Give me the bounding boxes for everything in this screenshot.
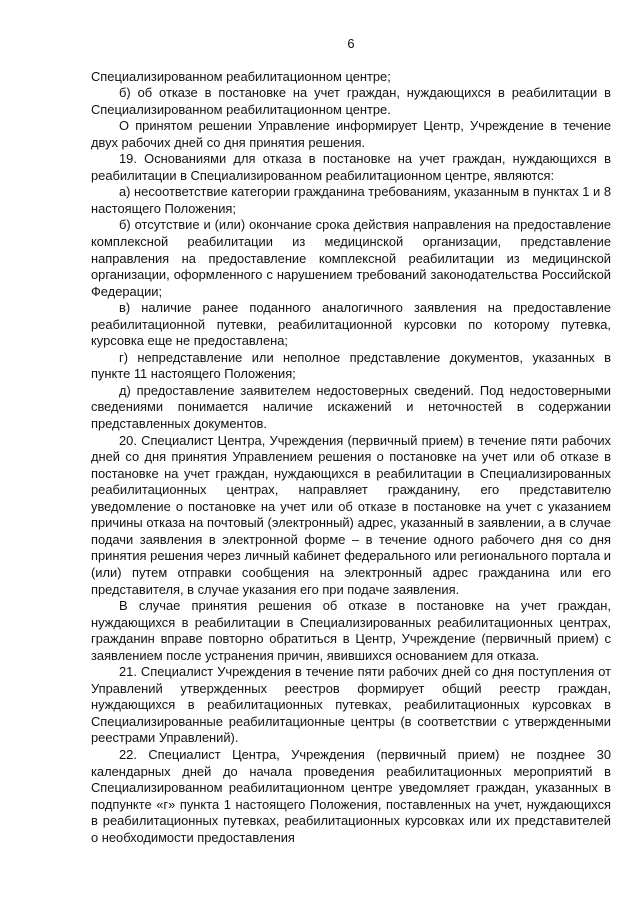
paragraph-19-g: г) непредставление или неполное представление документов, указанных в пункте 11 настоящего Положения; — [91, 349, 611, 382]
paragraph-19-b: б) отсутствие и (или) окончание срока действия направления на предоставление комплексной реабилитации из медицинской организации, представление направления на предоставление комплексной реабилитации из медицинской организации, оформленного с нарушением требований законодательства Российской Федерации; — [91, 217, 611, 299]
paragraph-19-a: а) несоответствие категории гражданина требованиям, указанным в пунктах 1 и 8 настоящего Положения; — [91, 184, 611, 216]
paragraph-continuation: Специализированном реабилитационном центре; — [91, 68, 391, 84]
paragraph-20: 20. Специалист Центра, Учреждения (первичный прием) в течение пяти рабочих дней со дня принятия Управлением решения о постановке на учет или об отказе в постановке на учет граждан, нуждающихся в реабилитации в Специализированных реабилитационных центрах, направляет гражданину, его представителю уведомление о постановке на учет или об отказе в постановке на учет с указанием причины отказа на почтовый (электронный) адрес, указанный в заявлении, а в случае подачи заявления в электронной форме – в течение одного рабочего дня со дня принятия решения через личный кабинет федерального или регионального портала и (или) путем отправки сообщения на электронный адрес гражданина или его представителя, в случае указания его при подаче заявления. — [91, 432, 611, 597]
document-page — [91, 36, 611, 846]
paragraph-item-b-refusal: б) об отказе в постановке на учет граждан, нуждающихся в реабилитации в Специализированном реабилитационном центре. — [91, 85, 611, 117]
paragraph-20-refusal-case: В случае принятия решения об отказе в постановке на учет граждан, нуждающихся в реабилитации в Специализированных реабилитационных центрах, гражданин вправе повторно обратиться в Центр, Учреждение (первичный прием) с заявлением после устранения причин, явившихся основанием для отказа. — [91, 598, 611, 663]
paragraph-22: 22. Специалист Центра, Учреждения (первичный прием) не позднее 30 календарных дней до начала проведения реабилитационных мероприятий в Специализированном реабилитационном центре уведомляет граждан, указанных в подпункте «г» пункта 1 настоящего Положения, поставленных на учет, нуждающихся в реабилитационных путевках, реабилитационных курсовках или их представителей о необходимости предоставления — [91, 746, 611, 845]
paragraph-19-v: в) наличие ранее поданного аналогичного заявления на предоставление реабилитационной путевки, реабилитационной курсовки по которому путевка, курсовка еще не предоставлена; — [91, 300, 611, 349]
page-number: 6 — [347, 36, 355, 51]
paragraph-21: 21. Специалист Учреждения в течение пяти рабочих дней со дня поступления от Управлений утвержденных реестров формирует общий реестр граждан, нуждающихся в реабилитационных путевках, реабилитационных курсовках в Специализированные реабилитационные центры (в соответствии с утвержденными реестрами Управлений). — [91, 664, 611, 746]
paragraph-19-d: д) предоставление заявителем недостоверных сведений. Под недостоверными сведениями понимается наличие искажений и неточностей в содержании представленных документов. — [91, 382, 611, 432]
paragraph-19: 19. Основаниями для отказа в постановке на учет граждан, нуждающихся в реабилитации в Специализированном реабилитационном центре, являются: — [91, 151, 611, 183]
paragraph-decision-notice: О принятом решении Управление информирует Центр, Учреждение в течение двух рабочих дней со дня принятия решения. — [91, 118, 611, 150]
